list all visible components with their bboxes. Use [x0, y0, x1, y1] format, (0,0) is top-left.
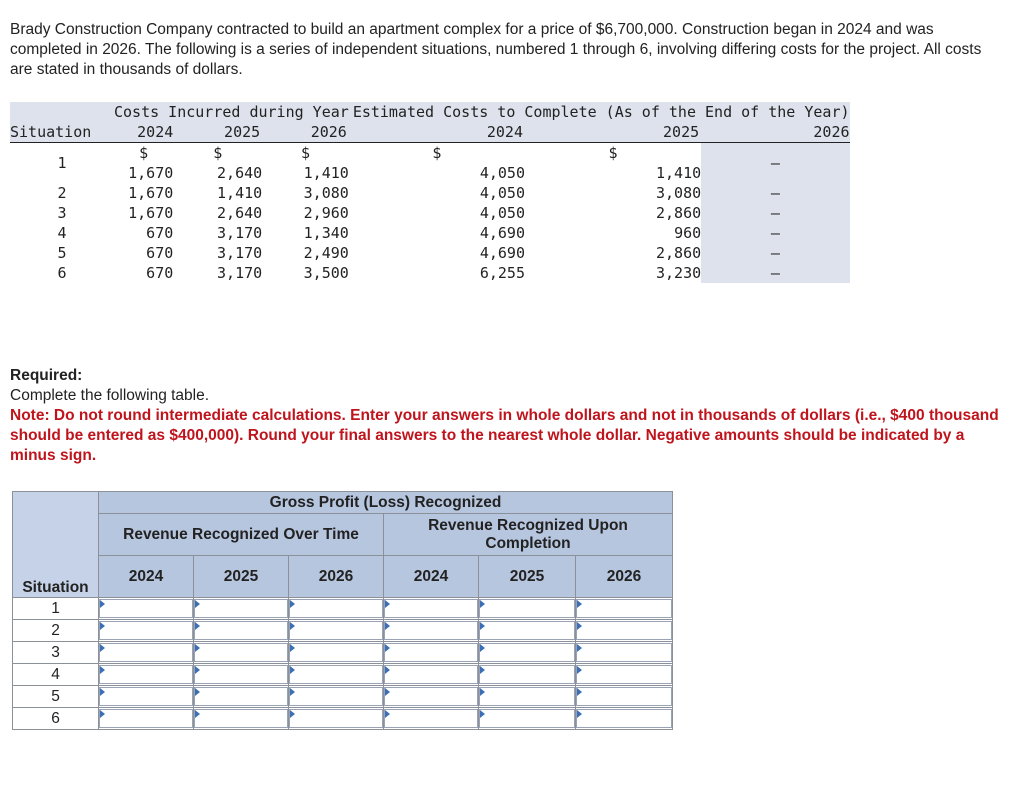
- gross-profit-input[interactable]: [194, 709, 288, 728]
- required-section: [10, 366, 1000, 466]
- input-marker-icon: [480, 600, 485, 608]
- answer-cell: [289, 598, 384, 620]
- answer-cell: [194, 642, 289, 664]
- gross-profit-input[interactable]: [384, 665, 478, 684]
- situation-number: 5: [13, 686, 99, 708]
- situation-col-header: Situation: [10, 122, 114, 143]
- gross-profit-input[interactable]: [99, 643, 193, 662]
- table-row: [13, 708, 673, 730]
- year-header: 2025: [194, 556, 289, 598]
- input-marker-icon: [385, 600, 390, 608]
- gross-profit-input[interactable]: [576, 665, 672, 684]
- cost-cell: 3,170: [217, 244, 263, 262]
- year-header: 2025: [525, 122, 701, 143]
- cost-cell: $ 1,410: [608, 144, 702, 182]
- input-marker-icon: [480, 666, 485, 674]
- cost-cell: –: [701, 143, 849, 184]
- cost-cell: –: [701, 243, 849, 263]
- cost-cell: 6,255: [479, 264, 525, 282]
- table-row: [13, 686, 673, 708]
- cost-cell: $ 4,050: [432, 144, 525, 182]
- cost-cell: 3,080: [303, 184, 349, 202]
- cost-cell: 4,690: [479, 244, 525, 262]
- table-row: [10, 183, 850, 203]
- situation-number: 1: [13, 598, 99, 620]
- answer-cell: [576, 708, 673, 730]
- answer-cell: [479, 686, 576, 708]
- cost-cell: 4,050: [479, 204, 525, 222]
- year-header: 2026: [262, 122, 349, 143]
- answer-cell: [384, 620, 479, 642]
- situation-number: 3: [57, 204, 67, 222]
- answer-cell: [384, 598, 479, 620]
- answer-cell: [194, 664, 289, 686]
- estimated-costs-header: Estimated Costs to Complete (As of the End of the Year): [349, 102, 850, 122]
- cost-cell: 670: [146, 264, 174, 282]
- cost-cell: 670: [146, 244, 174, 262]
- gross-profit-input[interactable]: [384, 621, 478, 640]
- gross-profit-input[interactable]: [194, 687, 288, 706]
- input-marker-icon: [290, 666, 295, 674]
- situation-number: 1: [57, 154, 67, 172]
- cost-cell: $ 1,410: [300, 144, 349, 182]
- situation-number: 6: [57, 264, 67, 282]
- cost-cell: –: [701, 183, 849, 203]
- cost-cell: 3,170: [217, 224, 263, 242]
- input-marker-icon: [100, 622, 105, 630]
- year-header: 2024: [99, 556, 194, 598]
- gross-profit-input[interactable]: [99, 687, 193, 706]
- year-header: 2025: [479, 556, 576, 598]
- cost-cell: 2,490: [303, 244, 349, 262]
- input-marker-icon: [577, 688, 582, 696]
- input-marker-icon: [100, 688, 105, 696]
- gross-profit-input[interactable]: [289, 665, 383, 684]
- cost-cell: –: [701, 263, 849, 283]
- situation-number: 5: [57, 244, 67, 262]
- cost-cell: 1,340: [303, 224, 349, 242]
- costs-data-table: [10, 102, 850, 283]
- situation-number: 3: [13, 642, 99, 664]
- cost-cell: –: [701, 223, 849, 243]
- gross-profit-input[interactable]: [479, 687, 575, 706]
- costs-incurred-header: Costs Incurred during Year: [114, 103, 349, 121]
- answer-cell: [479, 708, 576, 730]
- cost-cell: –: [701, 203, 849, 223]
- input-marker-icon: [100, 710, 105, 718]
- answer-cell: [194, 620, 289, 642]
- year-header: 2025: [173, 122, 262, 143]
- answer-cell: [384, 642, 479, 664]
- table-row: [10, 143, 850, 184]
- situation-number: 4: [57, 224, 67, 242]
- cost-cell: 3,080: [656, 184, 702, 202]
- input-marker-icon: [290, 600, 295, 608]
- answer-cell: [576, 686, 673, 708]
- cost-cell: 2,640: [217, 204, 263, 222]
- input-marker-icon: [195, 688, 200, 696]
- situation-col-header: Situation: [13, 492, 99, 598]
- gross-profit-input[interactable]: [289, 709, 383, 728]
- answer-cell: [289, 708, 384, 730]
- input-marker-icon: [100, 666, 105, 674]
- input-marker-icon: [480, 644, 485, 652]
- gross-profit-input[interactable]: [289, 599, 383, 618]
- input-marker-icon: [290, 622, 295, 630]
- input-marker-icon: [577, 622, 582, 630]
- gross-profit-input[interactable]: [194, 621, 288, 640]
- input-marker-icon: [385, 688, 390, 696]
- table-row: [13, 664, 673, 686]
- situation-number: 6: [13, 708, 99, 730]
- gross-profit-input[interactable]: [479, 621, 575, 640]
- input-marker-icon: [195, 666, 200, 674]
- table-row: [13, 620, 673, 642]
- cost-cell: 2,960: [303, 204, 349, 222]
- year-header: 2024: [349, 122, 525, 143]
- required-instruction: Complete the following table.: [10, 387, 210, 404]
- problem-intro: Brady Construction Company contracted to build an apartment complex for a price of $6,700,000. Construction began in 2024 and was completed in 2026. The following is a series of independent situations, numbered 1 through 6, involving differing costs for the project. All costs are stated in thousands of dollars.: [10, 21, 982, 78]
- answer-cell: [99, 686, 194, 708]
- answer-cell: [194, 708, 289, 730]
- upon-completion-header: Revenue Recognized Upon Completion: [384, 514, 673, 556]
- cost-cell: 2,860: [656, 244, 702, 262]
- gross-profit-input[interactable]: [384, 709, 478, 728]
- input-marker-icon: [385, 710, 390, 718]
- input-marker-icon: [385, 644, 390, 652]
- gross-profit-header: Gross Profit (Loss) Recognized: [99, 492, 673, 514]
- answer-cell: [99, 620, 194, 642]
- input-marker-icon: [195, 644, 200, 652]
- input-marker-icon: [100, 644, 105, 652]
- answer-cell: [576, 620, 673, 642]
- answer-cell: [289, 642, 384, 664]
- answer-cell: [479, 664, 576, 686]
- input-marker-icon: [195, 622, 200, 630]
- gross-profit-input[interactable]: [194, 665, 288, 684]
- answer-cell: [99, 642, 194, 664]
- input-marker-icon: [290, 688, 295, 696]
- required-note: Note: Do not round intermediate calculations. Enter your answers in whole dollars and not in thousands of dollars (i.e., $400 thousand should be entered as $400,000). Round your final answers to the nearest whole dollar. Negative amounts should be indicated by a minus sign.: [10, 407, 999, 464]
- table-row: [13, 598, 673, 620]
- cost-cell: 670: [146, 224, 174, 242]
- answer-cell: [479, 620, 576, 642]
- over-time-header: Revenue Recognized Over Time: [99, 514, 384, 556]
- cost-cell: 960: [674, 224, 702, 242]
- answer-cell: [99, 708, 194, 730]
- year-header: 2024: [384, 556, 479, 598]
- answer-cell: [99, 664, 194, 686]
- gross-profit-input[interactable]: [289, 643, 383, 662]
- situation-number: 2: [57, 184, 67, 202]
- cost-cell: 1,670: [128, 204, 174, 222]
- answer-cell: [384, 686, 479, 708]
- table-row: [10, 223, 850, 243]
- gross-profit-input[interactable]: [194, 643, 288, 662]
- answer-cell: [99, 598, 194, 620]
- cost-cell: $ 1,670: [128, 144, 174, 182]
- gross-profit-input[interactable]: [576, 621, 672, 640]
- gross-profit-input[interactable]: [99, 709, 193, 728]
- gross-profit-input[interactable]: [384, 599, 478, 618]
- input-marker-icon: [480, 710, 485, 718]
- input-marker-icon: [480, 622, 485, 630]
- input-marker-icon: [195, 600, 200, 608]
- gross-profit-input[interactable]: [576, 709, 672, 728]
- input-marker-icon: [480, 688, 485, 696]
- input-marker-icon: [195, 710, 200, 718]
- gross-profit-input[interactable]: [479, 709, 575, 728]
- gross-profit-input[interactable]: [479, 599, 575, 618]
- input-marker-icon: [290, 644, 295, 652]
- answer-cell: [194, 598, 289, 620]
- input-marker-icon: [385, 622, 390, 630]
- input-marker-icon: [577, 600, 582, 608]
- situation-number: 2: [13, 620, 99, 642]
- gross-profit-input[interactable]: [576, 599, 672, 618]
- gross-profit-input[interactable]: [99, 621, 193, 640]
- gross-profit-input[interactable]: [479, 643, 575, 662]
- cost-cell: 3,230: [656, 264, 702, 282]
- answer-cell: [194, 686, 289, 708]
- answer-cell: [384, 708, 479, 730]
- answer-table: [12, 491, 673, 730]
- answer-cell: [289, 620, 384, 642]
- cost-cell: 1,670: [128, 184, 174, 202]
- year-header: 2024: [114, 122, 173, 143]
- cost-cell: 3,170: [217, 264, 263, 282]
- cost-cell: 4,050: [479, 184, 525, 202]
- answer-cell: [479, 598, 576, 620]
- cost-cell: 3,500: [303, 264, 349, 282]
- gross-profit-input[interactable]: [576, 643, 672, 662]
- input-marker-icon: [577, 644, 582, 652]
- table-row: [10, 263, 850, 283]
- gross-profit-input[interactable]: [99, 599, 193, 618]
- required-heading: Required:: [10, 367, 83, 384]
- gross-profit-input[interactable]: [384, 687, 478, 706]
- answer-cell: [576, 642, 673, 664]
- cost-cell: 4,690: [479, 224, 525, 242]
- cost-cell: $ 2,640: [213, 144, 263, 182]
- gross-profit-input[interactable]: [479, 665, 575, 684]
- table-row: [10, 243, 850, 263]
- year-header: 2026: [576, 556, 673, 598]
- cost-cell: 2,860: [656, 204, 702, 222]
- answer-cell: [479, 642, 576, 664]
- input-marker-icon: [290, 710, 295, 718]
- input-marker-icon: [577, 666, 582, 674]
- situation-number: 4: [13, 664, 99, 686]
- answer-cell: [289, 664, 384, 686]
- gross-profit-input[interactable]: [289, 687, 383, 706]
- input-marker-icon: [577, 710, 582, 718]
- table-row: [10, 203, 850, 223]
- gross-profit-input[interactable]: [576, 687, 672, 706]
- gross-profit-input[interactable]: [99, 665, 193, 684]
- year-header: 2026: [289, 556, 384, 598]
- year-header: 2026: [701, 122, 849, 143]
- table-row: [13, 642, 673, 664]
- gross-profit-input[interactable]: [194, 599, 288, 618]
- input-marker-icon: [100, 600, 105, 608]
- answer-cell: [576, 598, 673, 620]
- cost-cell: 1,410: [217, 184, 263, 202]
- answer-cell: [289, 686, 384, 708]
- answer-cell: [576, 664, 673, 686]
- input-marker-icon: [385, 666, 390, 674]
- answer-cell: [384, 664, 479, 686]
- gross-profit-input[interactable]: [384, 643, 478, 662]
- gross-profit-input[interactable]: [289, 621, 383, 640]
